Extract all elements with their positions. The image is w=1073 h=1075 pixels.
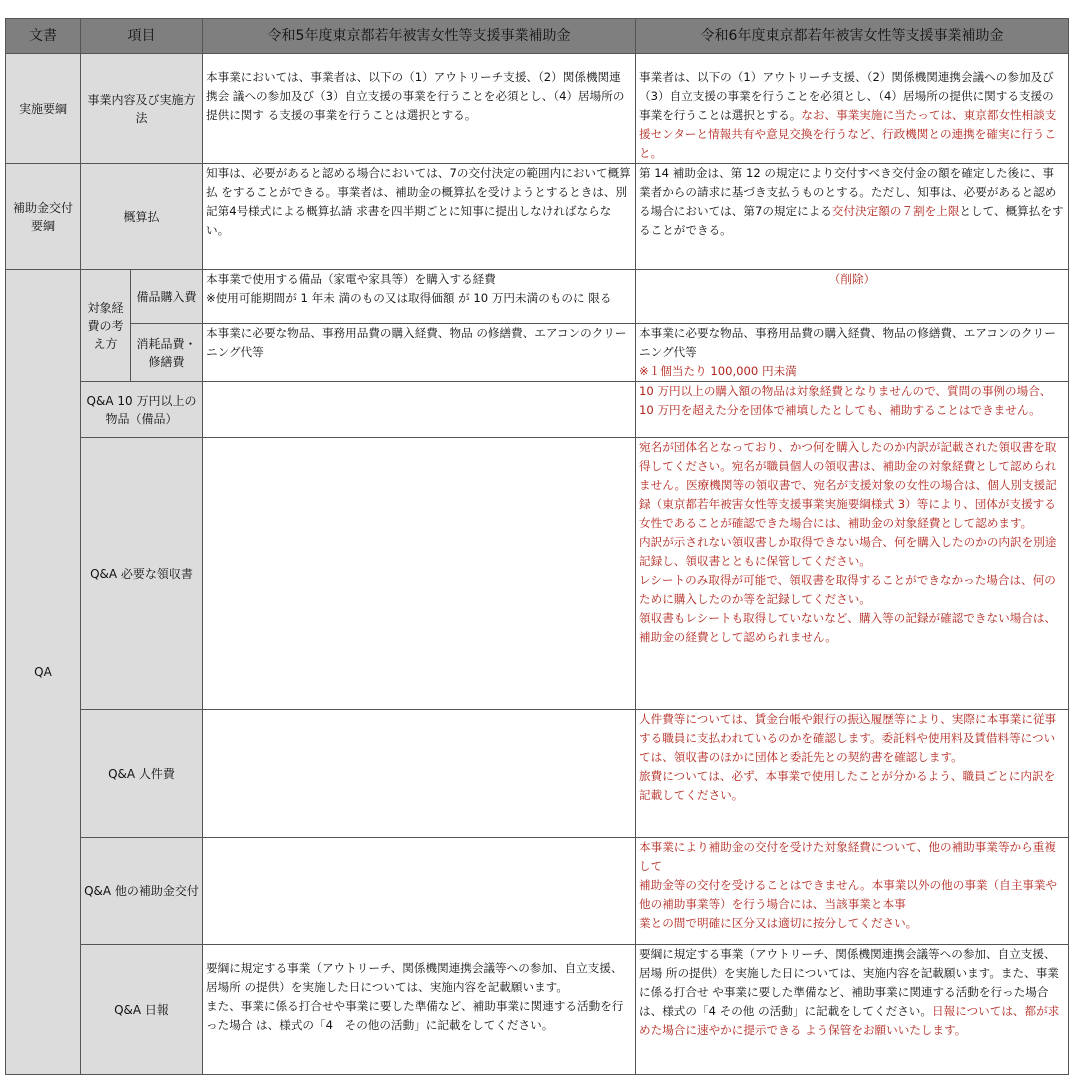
r5-hojo — [203, 838, 636, 945]
row-bihin — [6, 270, 1069, 324]
row-shomo — [6, 324, 1069, 382]
comparison-table — [5, 18, 1069, 1075]
r6-gaisan-red: 交付決定額の７割を上限 — [831, 204, 960, 218]
r6-nippo-plain: 要綱に規定する事業（アウトリーチ、関係機関連携会議等への参加、自立支援、居場 所の提供）を実施した日については、実施内容を記載願います。また、事業に係る打合せ や事業に要した準備など、補助事業に関連する活動を行った場合は、様式の「4 その他 の活動」に記載をしてください。 — [639, 947, 1059, 1018]
label-taisho: 対象経費の考え方 — [81, 270, 131, 382]
doc-gaisan: 補助金交付要綱 — [6, 164, 81, 270]
r5-nippo — [203, 945, 636, 1075]
item-q10man: Q&A 10 万円以上の物品（備品） — [81, 382, 203, 438]
r5-shomo: 本事業に必要な物品、事務用品費の購入経費、物品 の修繕費、エアコンのクリーニング代等 — [203, 324, 636, 382]
item-nippo: Q&A 日報 — [81, 945, 203, 1075]
r5-nippo-line2: また、事業に係る打合せや事業に要した準備など、補助事業に関連する活動を行った場合 は、様式の「4 その他の活動」に記載をしてください。 — [206, 999, 624, 1032]
page — [5, 18, 1069, 1075]
r6-shomo — [636, 324, 1069, 382]
r6-q10man: 10 万円以上の購入額の物品は対象経費となりませんので、質問の事例の場合、10 万円を超えた分を団体で補填したとしても、補助することはできません。 — [636, 382, 1069, 438]
r6-shomo-red: ※１個当たり 100,000 円未満 — [639, 364, 797, 378]
r5-gaisan: 知事は、必要があると認める場合においては、7の交付決定の範囲内において概算払 をすることができる。事業者は、補助金の概算払を受けようとするときは、別記第4号様式による概算払請 求書を四半期ごとに知事に提出しなければならない。 — [203, 164, 636, 270]
r6-jisshi-plain: 事業者は、以下の（1）アウトリーチ支援、（2）関係機関連携会議への参加及び（3）自立支援の事業を行うことを必須とし、（4）居場所の提供に関する支援の事業を行うことは選択とする。 — [639, 70, 1054, 122]
row-q10man — [6, 382, 1069, 438]
r6-bihin: （削除） — [636, 270, 1069, 324]
r6-gaisan — [636, 164, 1069, 270]
r6-jisshi-red: なお、事業実施に当たっては、東京都女性相談支援センターと情報共有や意見交換を行うなど、行政機関との連携を確実に行うこと。 — [639, 108, 1057, 160]
r6-gaisan-plain-1: 第 14 補助金は、第 12 の規定により交付すべき交付金の額を確定した後に、事業者からの請求に基づき支払うものとする。ただし、知事は、必要があると認める場合においては、第7の規定による — [639, 166, 1057, 218]
r6-gaisan-plain-2: として、概算払をすることができる。 — [639, 204, 1064, 237]
r6-hojo-p2: 補助金等の交付を受けることはできません。本事業以外の他の事業（自主事業や他の補助事業等）を行う場合には、当該事業と本事 — [639, 878, 1058, 911]
r5-jisshi: 本事業においては、事業者は、以下の（1）アウトリーチ支援、（2）関係機関連携会 議への参加及び（3）自立支援の事業を行うことを必須とし、（4）居場所の提供に関す る支援の事業を行うことは選択とする。 — [203, 54, 636, 164]
r6-ryoshusho-p1: 宛名が団体名となっており、かつ何を購入したのか内訳が記載された領収書を取得してください。宛名が職員個人の領収書は、補助金の対象経費として認められません。医療機関等の領収書で、宛名が支援対象の女性の場合は、個人別支援記録（東京都若年被害女性等支援事業実施要綱様式 3）等により、団体が支援する女性であることが確認できた場合には、補助金の対象経費として認めます。 — [639, 440, 1057, 530]
r6-jinkenhi-p2: 旅費については、必ず、本事業で使用したことが分かるよう、職員ごとに内訳を記載してください。 — [639, 769, 1056, 802]
r6-jinkenhi — [636, 710, 1069, 838]
r6-hojo-p1: 本事業により補助金の交付を受けた対象経費について、他の補助事業等から重複して — [639, 840, 1056, 873]
item-bihin: 備品購入費 — [131, 270, 203, 324]
r5-bihin-line2: ※使用可能期間が 1 年未 満のもの又は取得価額 が 10 万円未満のものに 限る — [206, 291, 612, 305]
item-hojo: Q&A 他の補助金交付 — [81, 838, 203, 945]
row-gaisan — [6, 164, 1069, 270]
row-nippo — [6, 945, 1069, 1075]
r6-ryoshusho — [636, 438, 1069, 710]
item-shomo: 消耗品費・修繕費 — [131, 324, 203, 382]
r5-nippo-line1: 要綱に規定する事業（アウトリーチ、関係機関連携会議等への参加、自立支援、居場所 の提供）を実施した日については、実施内容を記載願います。 — [206, 961, 623, 994]
row-jisshi — [6, 54, 1069, 164]
item-ryoshusho: Q&A 必要な領収書 — [81, 438, 203, 710]
item-jisshi: 事業内容及び実施方法 — [81, 54, 203, 164]
header-r5: 令和5年度東京都若年被害女性等支援事業補助金 — [203, 19, 636, 54]
header-r6: 令和6年度東京都若年被害女性等支援事業補助金 — [636, 19, 1069, 54]
r5-jinkenhi — [203, 710, 636, 838]
r6-nippo — [636, 945, 1069, 1075]
r5-ryoshusho — [203, 438, 636, 710]
r6-shomo-plain: 本事業に必要な物品、事務用品費の購入経費、物品の修繕費、エアコンのクリーニング代等 — [639, 326, 1056, 359]
r6-jinkenhi-p1: 人件費等については、賃金台帳や銀行の振込履歴等により、実際に本事業に従事する職員に支払われているのかを確認します。委託料や使用料及賃借料等については、領収書のほかに団体と委託先との契約書を確認します。 — [639, 712, 1057, 764]
row-hojo — [6, 838, 1069, 945]
r6-ryoshusho-p3: レシートのみ取得が可能で、領収書を取得することができなかった場合は、何のために購入したのか等を記録してください。 — [639, 573, 1056, 606]
r5-bihin-line1: 本事業で使用する備品（家電や家具等）を購入する経費 — [206, 272, 496, 286]
r6-jisshi — [636, 54, 1069, 164]
doc-qa: QA — [6, 270, 81, 1075]
r6-hojo — [636, 838, 1069, 945]
header-document: 文書 — [6, 19, 81, 54]
r6-nippo-red: 日報については、都が求めた場合に速やかに提示できる よう保管をお願いいたします。 — [639, 1004, 1060, 1037]
r5-bihin — [203, 270, 636, 324]
header-row — [6, 19, 1069, 54]
row-ryoshusho — [6, 438, 1069, 710]
r6-hojo-p3: 業との間で明確に区分又は適切に按分してください。 — [639, 916, 918, 930]
r6-ryoshusho-p2: 内訳が示されない領収書しか取得できない場合、何を購入したのかの内訳を別途記録し、領収書とともに保管してください。 — [639, 535, 1057, 568]
r6-ryoshusho-p4: 領収書もレシートも取得していないなど、購入等の記録が確認できない場合は、補助金の経費として認められません。 — [639, 611, 1057, 644]
header-item: 項目 — [81, 19, 203, 54]
r5-q10man — [203, 382, 636, 438]
item-jinkenhi: Q&A 人件費 — [81, 710, 203, 838]
row-jinkenhi — [6, 710, 1069, 838]
item-gaisan: 概算払 — [81, 164, 203, 270]
doc-jisshi: 実施要綱 — [6, 54, 81, 164]
